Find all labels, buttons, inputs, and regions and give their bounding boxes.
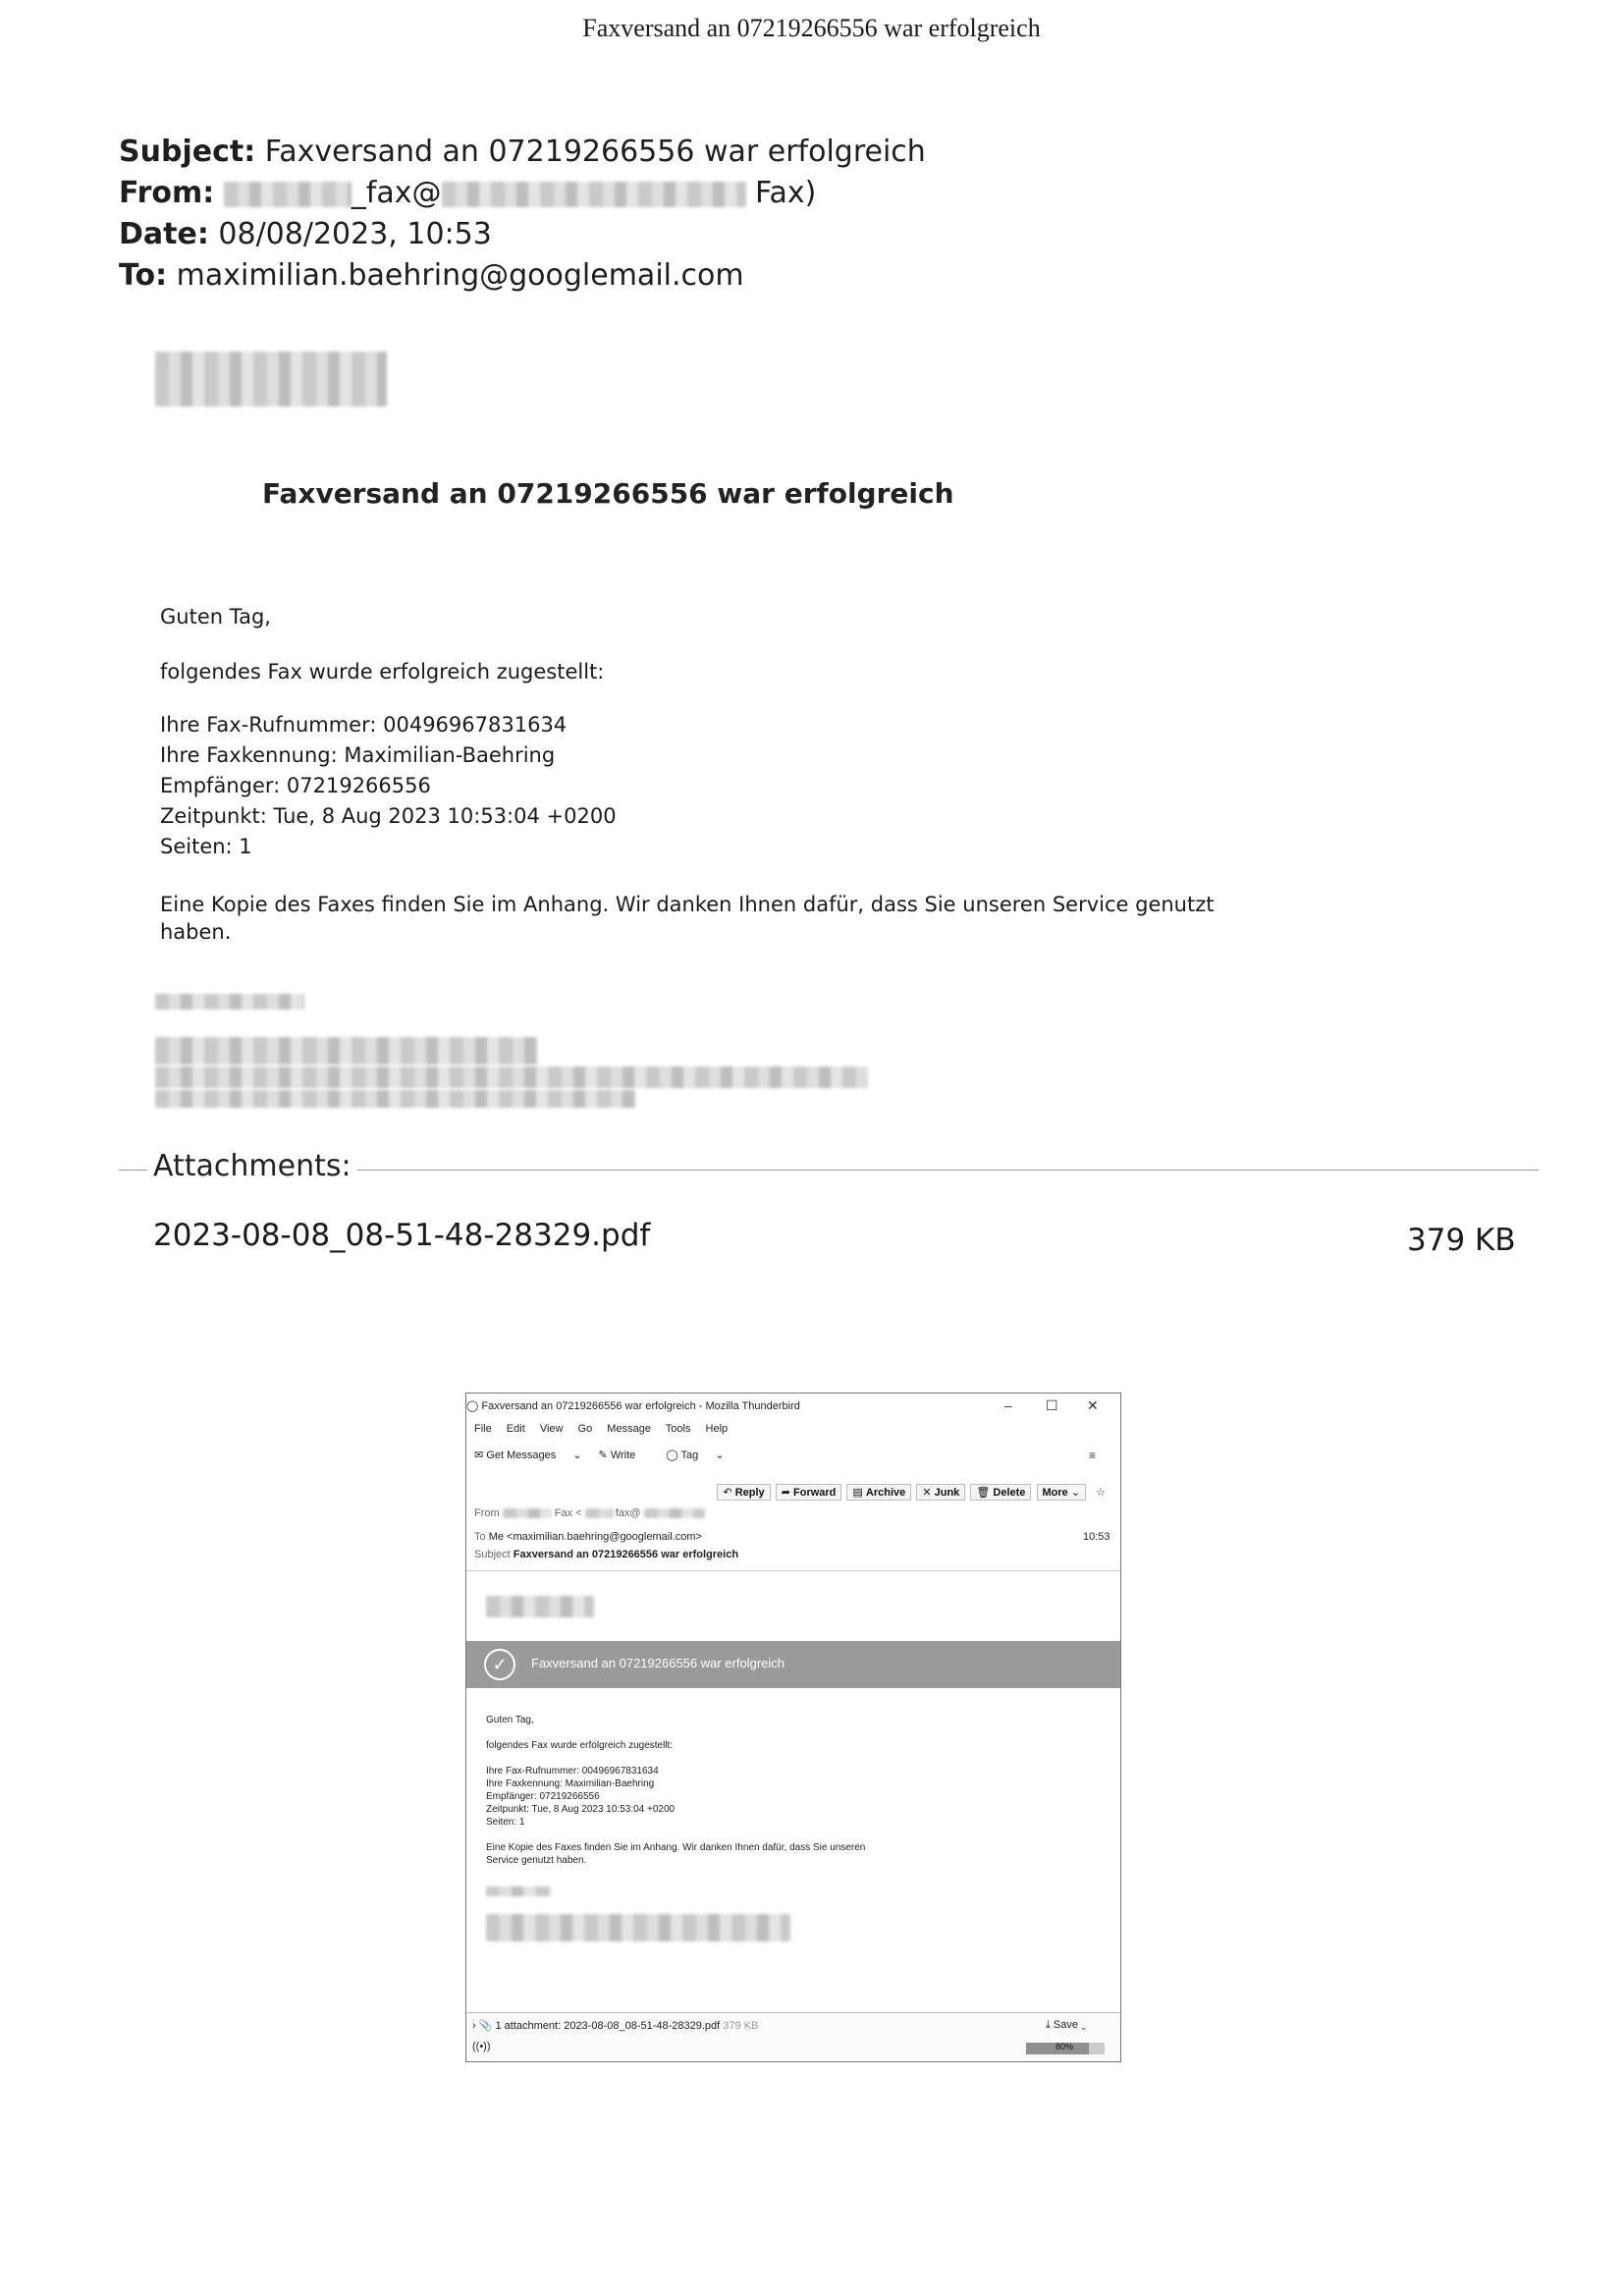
small-closing-1: Eine Kopie des Faxes finden Sie im Anhang. Wir danken Ihnen dafür, dass Sie unseren: [486, 1842, 866, 1853]
redacted-small-signature-1: [486, 1886, 551, 1896]
date-value: 08/08/2023, 10:53: [218, 217, 492, 251]
forward-button[interactable]: ➦ Forward: [776, 1484, 842, 1501]
menu-file[interactable]: File: [474, 1423, 492, 1435]
to-row: [474, 1531, 1121, 1543]
chevron-right-icon[interactable]: ›: [472, 2020, 476, 2032]
delete-button[interactable]: 🗑 Delete: [970, 1484, 1031, 1501]
toolbar: [474, 1449, 1121, 1461]
email-banner-title: Faxversand an 07219266556 war erfolgreich: [262, 477, 954, 510]
banner-text: Faxversand an 07219266556 war erfolgreich: [531, 1656, 785, 1670]
window-title: Faxversand an 07219266556 war erfolgreich - Mozilla Thunderbird: [481, 1400, 800, 1412]
menu-help[interactable]: Help: [705, 1423, 729, 1435]
subject-row: [474, 1549, 1121, 1560]
message-action-buttons: [715, 1484, 1110, 1501]
message-time: 10:53: [1083, 1531, 1110, 1543]
hamburger-menu-icon[interactable]: ≡: [1089, 1449, 1097, 1462]
fax-number: Ihre Fax-Rufnummer: 00496967831634: [160, 713, 568, 737]
attachment-bar: [466, 2012, 1120, 2062]
subject-value: Faxversand an 07219266556 war erfolgreich: [513, 1549, 739, 1560]
to-line: [119, 255, 744, 297]
write-button[interactable]: ✎ Write: [598, 1449, 636, 1461]
from-tail: Fax): [755, 176, 817, 210]
intro-text: folgendes Fax wurde erfolgreich zugestellt:: [160, 660, 605, 683]
star-icon[interactable]: ☆: [1096, 1487, 1106, 1499]
activity-icon: ((•)): [472, 2041, 491, 2052]
success-banner: [466, 1641, 1120, 1688]
small-greeting: Guten Tag,: [486, 1715, 534, 1725]
check-icon: ✓: [484, 1649, 515, 1680]
get-messages-button[interactable]: ✉ Get Messages ⌄: [474, 1449, 582, 1461]
redacted-signature-line-1: [155, 1037, 538, 1065]
menu-bar: [474, 1423, 1121, 1435]
redacted-signature-line-2: [155, 1066, 868, 1088]
small-line-5: Seiten: 1: [486, 1817, 525, 1828]
window-title-row: [466, 1399, 1120, 1412]
redacted-logo: [155, 352, 387, 407]
small-line-2: Ihre Faxkennung: Maximilian-Baehring: [486, 1778, 655, 1789]
print-title: Faxversand an 07219266556 war erfolgreich: [582, 14, 1041, 42]
greeting: Guten Tag,: [160, 605, 271, 629]
from-label: From:: [119, 176, 215, 210]
menu-edit[interactable]: Edit: [506, 1423, 525, 1435]
closing-line-1: Eine Kopie des Faxes finden Sie im Anhang. Wir danken Ihnen dafür, dass Sie unseren Service genutzt: [160, 893, 1215, 916]
redacted-sender-domain: [442, 182, 746, 207]
menu-view[interactable]: View: [539, 1423, 564, 1435]
to-label: To:: [119, 258, 168, 293]
from-row: [474, 1507, 1121, 1519]
small-line-4: Zeitpunkt: Tue, 8 Aug 2023 10:53:04 +0200: [486, 1804, 676, 1815]
archive-button[interactable]: ▤ Archive: [846, 1484, 911, 1501]
menu-go[interactable]: Go: [577, 1423, 593, 1435]
to-value: maximilian.baehring@googlemail.com: [176, 258, 744, 293]
fax-id: Ihre Faxkennung: Maximilian-Baehring: [160, 743, 556, 767]
menu-tools[interactable]: Tools: [665, 1423, 691, 1435]
reply-button[interactable]: ↶ Reply: [717, 1484, 770, 1501]
progress-bar: [1026, 2043, 1105, 2054]
menu-message[interactable]: Message: [607, 1423, 651, 1435]
small-line-1: Ihre Fax-Rufnummer: 00496967831634: [486, 1766, 659, 1777]
thunderbird-screenshot: [465, 1393, 1121, 2062]
attachment-bar-size: 379 KB: [723, 2020, 759, 2032]
small-intro: folgendes Fax wurde erfolgreich zugestellt:: [486, 1740, 674, 1751]
closing-line-2: haben.: [160, 920, 232, 944]
from-line: [119, 173, 816, 214]
redacted-from-local: [585, 1508, 613, 1518]
timestamp: Zeitpunkt: Tue, 8 Aug 2023 10:53:04 +0200: [160, 804, 617, 828]
date-line: [119, 214, 492, 255]
from-fragment-1: Fax <: [554, 1507, 582, 1519]
small-line-3: Empfänger: 07219266556: [486, 1791, 600, 1802]
minimize-icon[interactable]: –: [1004, 1397, 1012, 1413]
from-label: From: [474, 1507, 500, 1519]
subject-label: Subject: [474, 1549, 511, 1560]
paperclip-icon: 📎: [478, 2020, 493, 2032]
pages: Seiten: 1: [160, 835, 252, 858]
maximize-icon[interactable]: ☐: [1046, 1397, 1058, 1413]
redacted-small-signature-2: [486, 1914, 790, 1941]
to-label: To: [474, 1531, 486, 1543]
close-icon[interactable]: ✕: [1087, 1397, 1099, 1413]
progress-label: 80%: [1055, 2042, 1074, 2051]
save-button[interactable]: ⤓ Save ⌄: [1046, 2019, 1087, 2031]
subject-line: [119, 132, 926, 173]
to-value[interactable]: Me <maximilian.baehring@googlemail.com>: [488, 1531, 702, 1543]
header-divider: [466, 1570, 1120, 1571]
more-button[interactable]: More ⌄: [1037, 1484, 1087, 1501]
redacted-from-domain: [644, 1508, 705, 1518]
redacted-from-name: [503, 1508, 552, 1518]
small-closing-2: Service genutzt haben.: [486, 1855, 587, 1866]
subject-label: Subject:: [119, 135, 256, 169]
subject-value: Faxversand an 07219266556 war erfolgreich: [264, 135, 926, 169]
redacted-sender-name: [224, 182, 352, 207]
redacted-logo-small: [486, 1596, 594, 1617]
thunderbird-icon: ◯: [466, 1400, 479, 1412]
attachment-file-name[interactable]: 2023-08-08_08-51-48-28329.pdf: [153, 1218, 651, 1253]
recipient: Empfänger: 07219266556: [160, 774, 431, 797]
from-fragment-2: fax@: [615, 1507, 641, 1519]
attachment-file-size: 379 KB: [1407, 1223, 1516, 1258]
attachments-label: Attachments:: [147, 1149, 357, 1183]
attachment-bar-text[interactable]: 1 attachment: 2023-08-08_08-51-48-28329.pdf: [495, 2020, 721, 2032]
junk-button[interactable]: ✕ Junk: [916, 1484, 965, 1501]
redacted-signature-name: [155, 994, 304, 1010]
from-visible-part: _fax@: [351, 176, 442, 210]
redacted-signature-line-3: [155, 1090, 636, 1108]
attachment-bar-row[interactable]: [472, 2019, 1121, 2032]
date-label: Date:: [119, 217, 209, 251]
tag-button[interactable]: ◯ Tag ⌄: [666, 1449, 725, 1461]
